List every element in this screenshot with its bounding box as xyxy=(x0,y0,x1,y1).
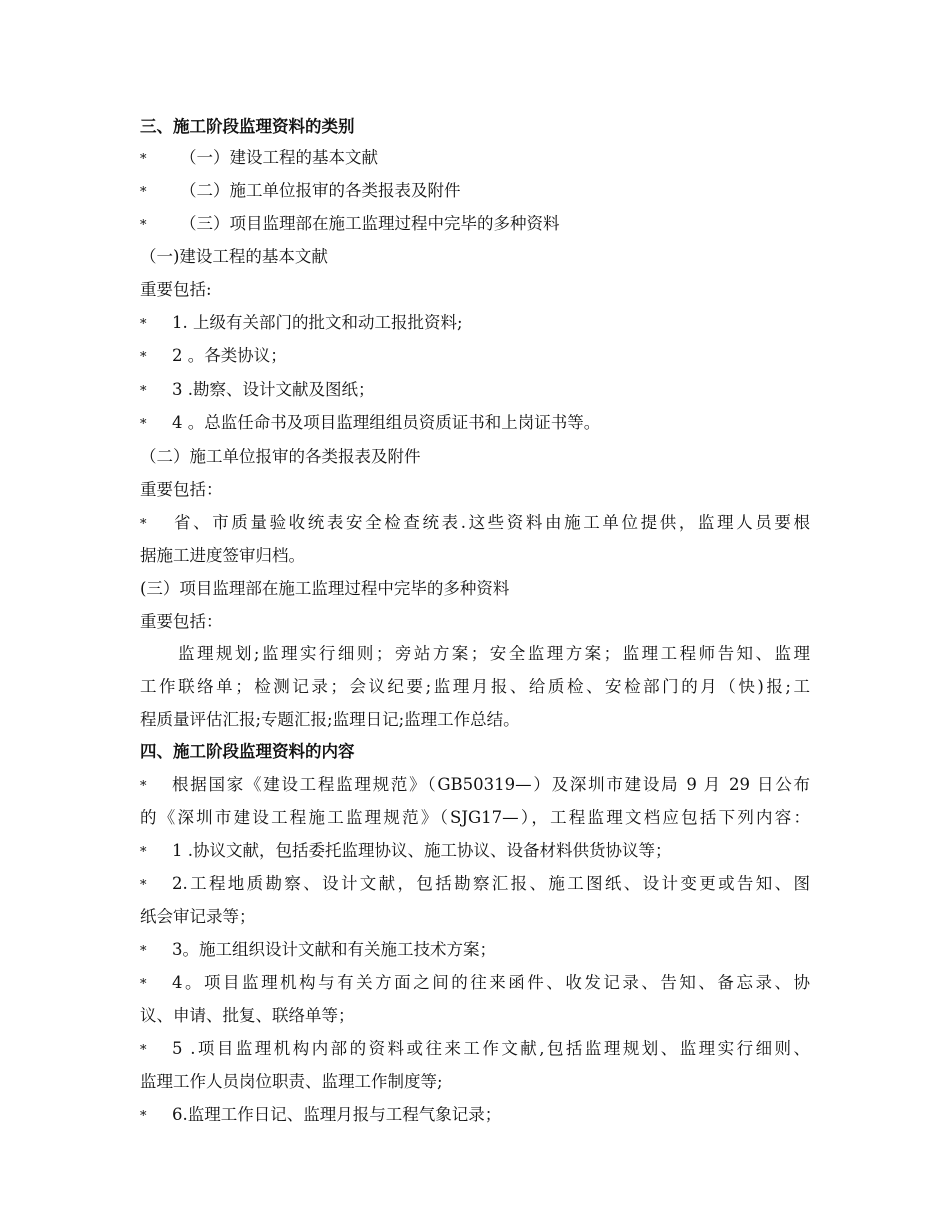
paragraph-line: 的《深圳市建设工程施工监理规范》（SJG17—），工程监理文档应包括下列内容： xyxy=(140,808,810,827)
bullet-mark: * xyxy=(140,218,147,233)
bullet-mark: * xyxy=(140,878,147,893)
paragraph-line: 监理规划;监理实行细则；旁站方案；安全监理方案；监理工程师告知、监理 xyxy=(178,644,810,663)
list-item-text: 2.工程地质勘察、设计文献，包括勘察汇报、施工图纸、设计变更或告知、图 xyxy=(172,874,810,893)
list-item-text: 4。项目监理机构与有关方面之间的往来函件、收发记录、告知、备忘录、协 xyxy=(172,973,810,992)
list-item xyxy=(140,180,810,202)
list-item-text: 省、市质量验收统表安全检查统表.这些资料由施工单位提供，监理人员要根 xyxy=(174,513,810,532)
bullet-mark: * xyxy=(140,517,147,532)
section-3-title: 三、施工阶段监理资料的类别 xyxy=(140,117,355,136)
list-item xyxy=(140,1038,810,1060)
subsection-2-heading: （二）施工单位报审的各类报表及附件 xyxy=(140,447,421,466)
includes-label: 重要包括： xyxy=(140,612,223,631)
bullet-mark: * xyxy=(140,417,147,432)
list-item xyxy=(140,345,810,367)
list-item xyxy=(140,873,810,895)
bullet-mark: * xyxy=(140,944,147,959)
bullet-mark: * xyxy=(140,1109,147,1124)
paragraph-line: 工作联络单；检测记录；会议纪要;监理月报、给质检、安检部门的月（快)报;工 xyxy=(140,677,810,696)
list-item-text: 3。施工组织设计文献和有关施工技术方案； xyxy=(172,940,496,959)
bullet-mark: * xyxy=(140,1043,147,1058)
list-item xyxy=(140,147,810,169)
list-item-text: 4 。总监任命书及项目监理组组员资质证书和上岗证书等。 xyxy=(172,413,601,432)
list-item-text: （一）建设工程的基本文献 xyxy=(180,148,378,167)
paragraph-line: 监理工作人员岗位职责、监理工作制度等; xyxy=(140,1072,443,1091)
list-item xyxy=(140,213,810,235)
bullet-mark: * xyxy=(140,185,147,200)
paragraph-line: 据施工进度签审归档。 xyxy=(140,546,305,565)
bullet-mark: * xyxy=(140,845,147,860)
list-item-text: 3 .勘察、设计文献及图纸； xyxy=(172,380,375,399)
includes-label: 重要包括: xyxy=(140,280,212,299)
list-item xyxy=(140,1104,810,1126)
section-4-title: 四、施工阶段监理资料的内容 xyxy=(140,742,355,761)
list-item-text: 5 .项目监理机构内部的资料或往来工作文献,包括监理规划、监理实行细则、 xyxy=(172,1039,810,1058)
list-item xyxy=(140,379,810,401)
list-item-text: 6.监理工作日记、监理月报与工程气象记录； xyxy=(172,1105,502,1124)
list-item xyxy=(140,840,810,862)
bullet-mark: * xyxy=(140,350,147,365)
list-item xyxy=(140,939,810,961)
list-item-text: 1 .协议文献，包括委托监理协议、施工协议、设备材料供货协议等； xyxy=(172,841,672,860)
bullet-mark: * xyxy=(140,977,147,992)
paragraph-line: 程质量评估汇报;专题汇报;监理日记;监理工作总结。 xyxy=(140,710,520,729)
includes-label: 重要包括： xyxy=(140,480,223,499)
bullet-mark: * xyxy=(140,317,147,332)
list-item xyxy=(140,972,810,994)
list-item xyxy=(140,312,810,334)
list-item-text: （三）项目监理部在施工监理过程中完毕的多种资料 xyxy=(180,214,560,233)
list-item xyxy=(140,512,810,534)
subsection-3-heading: (三）项目监理部在施工监理过程中完毕的多种资料 xyxy=(140,579,510,598)
bullet-mark: * xyxy=(140,779,147,794)
bullet-mark: * xyxy=(140,384,147,399)
list-item-text: 2 。各类协议； xyxy=(172,346,287,365)
bullet-mark: * xyxy=(140,152,147,167)
list-item-text: （二）施工单位报审的各类报表及附件 xyxy=(180,181,461,200)
list-item xyxy=(140,774,810,796)
paragraph-line: 议、申请、批复、联络单等； xyxy=(140,1006,355,1025)
subsection-1-heading: （一)建设工程的基本文献 xyxy=(140,247,328,266)
paragraph-line: 纸会审记录等； xyxy=(140,907,256,926)
list-item xyxy=(140,412,810,434)
list-item-text: 1. 上级有关部门的批文和动工报批资料; xyxy=(172,313,463,332)
list-item-text: 根据国家《建设工程监理规范》（GB50319—）及深圳市建设局 9 月 29 日公布 xyxy=(172,775,810,794)
